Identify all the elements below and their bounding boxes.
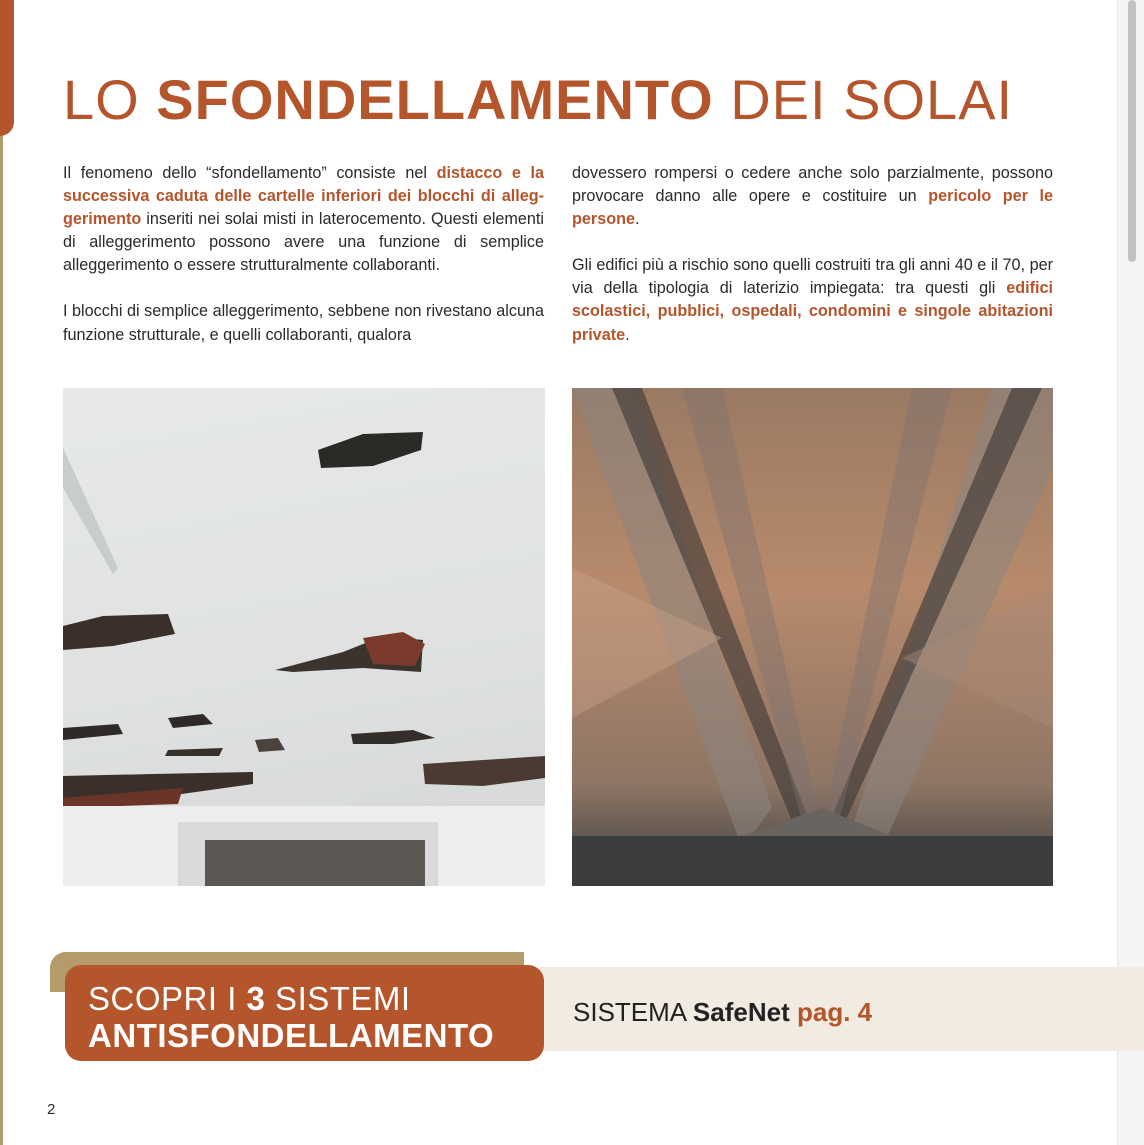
paragraph-blocks: I blocchi di semplice alleggerimento, sebbene non rivestano alcuna funzione strutturale, e quelli collaboranti, qualora [63,302,544,344]
paragraph-buildings: Gli edifici più a rischio sono quelli costruiti tra gli anni 40 e il 70, per via della tipologia di laterizio impiegata: tra questi gli edifici scolastici, pubblici, ospedali, condomini e singole abitazioni private. [572,256,1053,344]
system-safenet-link[interactable]: SISTEMA SafeNet pag. 4 [573,997,873,1027]
cta-box[interactable] [65,965,544,1061]
photo-collapsed-ceiling-blocks [572,388,1053,886]
page-number: 2 [47,1101,56,1118]
cta-line-2: ANTISFONDELLAMENTO [88,1017,495,1054]
highlight-buildings: edifici scolastici, pubblici, ospedali, condomini e singole abitazioni private [572,279,1053,344]
text-column-right [572,162,1053,370]
highlight-danger: pericolo per le persone [572,187,1054,229]
title-part-1: LO [63,68,157,131]
title-part-3: DEI SOLAI [713,68,1014,131]
highlight-detachment: distacco e la successiva caduta delle cartelle inferiori dei blocchi di alleggerimento [63,164,544,229]
page-reference[interactable]: pag. 4 [789,997,873,1027]
cta-line-1: SCOPRI I 3 SISTEMI [88,980,411,1017]
title-part-2-bold: SFONDELLAMENTO [156,68,714,131]
text-column-left [63,162,544,370]
page-edge-rule [0,0,3,1145]
paragraph-danger: dovessero rompersi o cedere anche solo parzialmente, possono provocare danno alle opere e costituire un pericolo per le persone. [572,164,1054,229]
page-title [63,66,1013,134]
corner-tab [0,0,14,136]
paragraph-intro: Il fenomeno dello “sfondellamento” consiste nel distacco e la successiva caduta delle cartelle inferiori dei blocchi di alleggerimento inseriti nei solai misti in laterocemento. Questi elementi di alleggerimento possono avere una funzione di semplice alleggerimento o essere strutturalmente collaboranti. [63,164,544,275]
photo-damaged-ceiling [63,388,545,886]
scrollbar-thumb[interactable] [1128,0,1136,262]
